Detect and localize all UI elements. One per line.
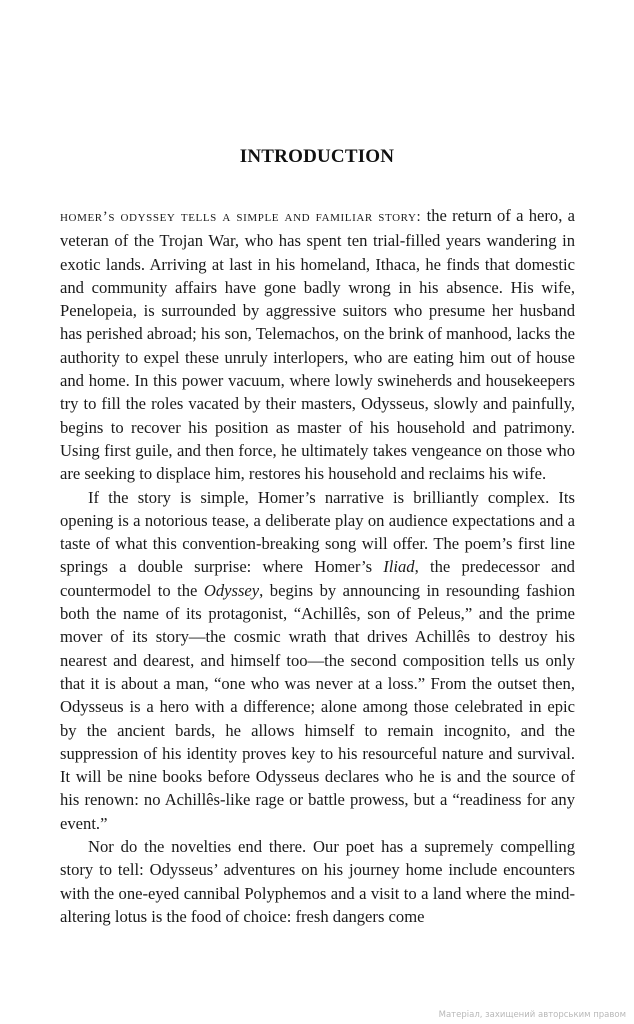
paragraph-lead-smallcaps: homer’s odyssey tells a simple and familiar story: bbox=[60, 209, 422, 225]
paragraph-3 bbox=[60, 835, 575, 928]
body-text bbox=[60, 204, 575, 928]
paragraph-1 bbox=[60, 204, 575, 486]
paragraph-2-text-c: , begins by announcing in resounding fashion both the name of its protagonist, “Achillês, son of Peleus,” and the prime mover of its story—the cosmic wrath that drives Achillês to destroy his nearest and dearest, and himself too—the second composition tells us only that it is about a man, “one who was never at a loss.” From the outset then, Odysseus is a hero with a difference; alone among those celebrated in epic by the ancient bards, he allows himself to remain incognito, and the suppression of his identity proves key to his resourceful nature and survival. It will be nine books before Odysseus declares who he is and the source of his renown: no Achillês-like rage or battle prowess, but a “readiness for any event.” bbox=[60, 580, 576, 833]
paragraph-2 bbox=[60, 486, 575, 835]
paragraph-2-text-b: , the predecessor and countermodel to the bbox=[60, 557, 575, 600]
paragraph-3-text: Nor do the novelties end there. Our poet has a supremely compelling story to tell: Odysseus’ adventures on his journey home include encounters with the one-eyed cannibal Polyphemos and a visit to a land where the mind-altering lotus is the food of choice: fresh dangers come bbox=[60, 837, 575, 926]
chapter-heading: INTRODUCTION bbox=[239, 146, 395, 167]
paragraph-2-text-a: If the story is simple, Homer’s narrative is brilliantly complex. Its opening is a notorious tease, a deliberate play on audience expectations and a taste of what this convention-breaking song will offer. The poem’s first line springs a double surprise: where Homer’s bbox=[60, 487, 575, 577]
copyright-watermark: Матеріал, захищений авторським правом bbox=[438, 1010, 626, 1020]
paragraph-1-text: the return of a hero, a veteran of the Trojan War, who has spent ten trial-filled years wandering in exotic lands. Arriving at last in his homeland, Ithaca, he finds that domestic and community affairs have gone badly wrong in his absence. His wife, Penelopeia, is surrounded by aggressive suitors who presume her husband has perished abroad; his son, Telemachos, on the brink of manhood, lacks the authority to expel these unruly interlopers, who are eating him out of house and home. In this power vacuum, where lowly swineherds and housekeepers try to fill the roles vacated by their masters, Odysseus, slowly and painfully, begins to recover his position as master of his household and patrimony. Using first guile, and then force, he ultimately takes vengeance on those who are seeking to displace him, restores his household and reclaims his wife. bbox=[60, 206, 575, 484]
italic-title-odyssey: Odyssey bbox=[203, 580, 260, 600]
italic-title-iliad: Iliad bbox=[383, 557, 415, 577]
